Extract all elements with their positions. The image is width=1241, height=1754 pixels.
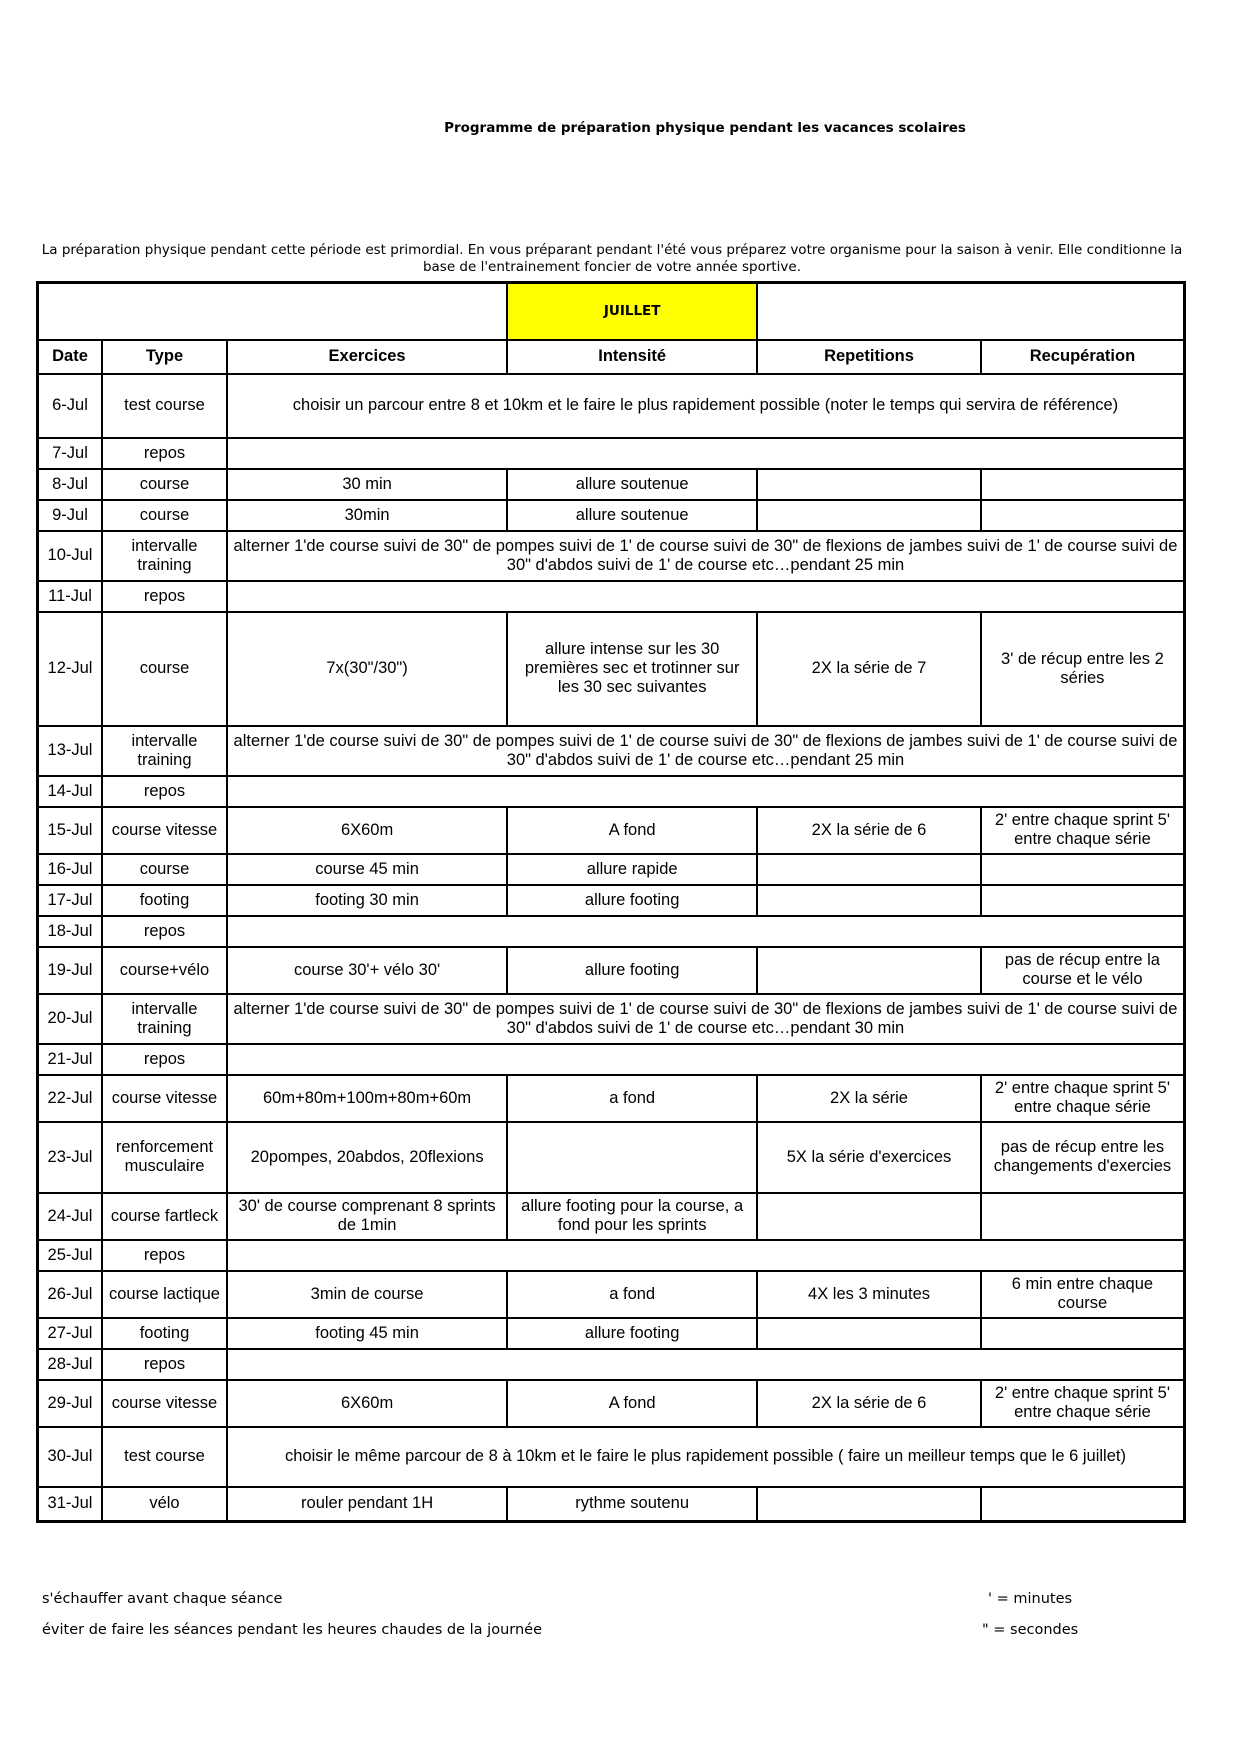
month-row bbox=[38, 283, 1185, 340]
cell-type: repos bbox=[102, 776, 227, 807]
cell-repetition bbox=[757, 500, 981, 531]
cell-date: 16-Jul bbox=[38, 854, 103, 885]
cell-intensite: A fond bbox=[507, 1380, 757, 1427]
table-row bbox=[38, 612, 1185, 726]
cell-merged-description bbox=[227, 1349, 1185, 1380]
cell-date: 15-Jul bbox=[38, 807, 103, 854]
cell-exercice: footing 30 min bbox=[227, 885, 507, 916]
cell-recuperation: pas de récup entre la course et le vélo bbox=[981, 947, 1185, 994]
cell-merged-description: choisir le même parcour de 8 à 10km et le faire le plus rapidement possible ( faire un meilleur temps que le 6 juillet) bbox=[227, 1427, 1185, 1487]
cell-type: vélo bbox=[102, 1487, 227, 1522]
cell-date: 11-Jul bbox=[38, 581, 103, 612]
cell-exercice: 30 min bbox=[227, 469, 507, 500]
cell-type: test course bbox=[102, 1427, 227, 1487]
cell-intensite: allure footing pour la course, a fond pour les sprints bbox=[507, 1193, 757, 1240]
cell-date: 10-Jul bbox=[38, 531, 103, 581]
cell-date: 29-Jul bbox=[38, 1380, 103, 1427]
cell-exercice: footing 45 min bbox=[227, 1318, 507, 1349]
cell-intensite bbox=[507, 1122, 757, 1193]
header-date: Date bbox=[38, 340, 103, 374]
cell-date: 17-Jul bbox=[38, 885, 103, 916]
cell-exercice: 7x(30"/30") bbox=[227, 612, 507, 726]
cell-date: 21-Jul bbox=[38, 1044, 103, 1075]
cell-repetition bbox=[757, 1193, 981, 1240]
cell-recuperation: 3' de récup entre les 2 séries bbox=[981, 612, 1185, 726]
cell-type: repos bbox=[102, 1349, 227, 1380]
cell-exercice: course 45 min bbox=[227, 854, 507, 885]
cell-exercice: rouler pendant 1H bbox=[227, 1487, 507, 1522]
cell-intensite: allure footing bbox=[507, 885, 757, 916]
header-intensite: Intensité bbox=[507, 340, 757, 374]
cell-intensite: a fond bbox=[507, 1271, 757, 1318]
table-row bbox=[38, 531, 1185, 581]
cell-type: repos bbox=[102, 1240, 227, 1271]
cell-type: repos bbox=[102, 581, 227, 612]
cell-intensite: A fond bbox=[507, 807, 757, 854]
cell-repetition: 5X la série d'exercices bbox=[757, 1122, 981, 1193]
cell-type: footing bbox=[102, 1318, 227, 1349]
cell-type: intervalle training bbox=[102, 994, 227, 1044]
cell-exercice: 30' de course comprenant 8 sprints de 1min bbox=[227, 1193, 507, 1240]
cell-intensite: allure footing bbox=[507, 947, 757, 994]
table-row bbox=[38, 1318, 1185, 1349]
cell-intensite: allure soutenue bbox=[507, 469, 757, 500]
cell-date: 30-Jul bbox=[38, 1427, 103, 1487]
table-row bbox=[38, 1271, 1185, 1318]
cell-type: course bbox=[102, 500, 227, 531]
cell-date: 19-Jul bbox=[38, 947, 103, 994]
header-type: Type bbox=[102, 340, 227, 374]
cell-date: 18-Jul bbox=[38, 916, 103, 947]
cell-recuperation: 6 min entre chaque course bbox=[981, 1271, 1185, 1318]
cell-type: course bbox=[102, 854, 227, 885]
cell-exercice: 20pompes, 20abdos, 20flexions bbox=[227, 1122, 507, 1193]
table-row bbox=[38, 1349, 1185, 1380]
legend-minutes: ' = minutes bbox=[988, 1591, 1073, 1607]
table-row bbox=[38, 1193, 1185, 1240]
cell-type: course+vélo bbox=[102, 947, 227, 994]
table-row bbox=[38, 500, 1185, 531]
cell-merged-description bbox=[227, 1044, 1185, 1075]
cell-recuperation bbox=[981, 1318, 1185, 1349]
cell-repetition bbox=[757, 885, 981, 916]
cell-repetition bbox=[757, 1318, 981, 1349]
footer-note-heat: éviter de faire les séances pendant les heures chaudes de la journée bbox=[42, 1622, 542, 1638]
table-row bbox=[38, 807, 1185, 854]
cell-type: footing bbox=[102, 885, 227, 916]
cell-type: repos bbox=[102, 438, 227, 469]
table-row bbox=[38, 776, 1185, 807]
cell-intensite: allure rapide bbox=[507, 854, 757, 885]
cell-repetition: 2X la série bbox=[757, 1075, 981, 1122]
cell-type: test course bbox=[102, 374, 227, 438]
cell-intensite: allure soutenue bbox=[507, 500, 757, 531]
cell-recuperation bbox=[981, 500, 1185, 531]
header-exercices: Exercices bbox=[227, 340, 507, 374]
table-row bbox=[38, 1380, 1185, 1427]
table-row bbox=[38, 916, 1185, 947]
cell-intensite: allure intense sur les 30 premières sec et trotinner sur les 30 sec suivantes bbox=[507, 612, 757, 726]
cell-date: 31-Jul bbox=[38, 1487, 103, 1522]
cell-recuperation: 2' entre chaque sprint 5' entre chaque série bbox=[981, 1075, 1185, 1122]
table-row bbox=[38, 994, 1185, 1044]
table-row bbox=[38, 374, 1185, 438]
training-table bbox=[36, 281, 1186, 1523]
cell-date: 25-Jul bbox=[38, 1240, 103, 1271]
table-row bbox=[38, 1075, 1185, 1122]
cell-type: repos bbox=[102, 1044, 227, 1075]
cell-type: course bbox=[102, 469, 227, 500]
cell-recuperation bbox=[981, 469, 1185, 500]
cell-date: 28-Jul bbox=[38, 1349, 103, 1380]
cell-type: course vitesse bbox=[102, 1075, 227, 1122]
cell-merged-description bbox=[227, 916, 1185, 947]
cell-type: intervalle training bbox=[102, 531, 227, 581]
cell-repetition bbox=[757, 469, 981, 500]
cell-type: course bbox=[102, 612, 227, 726]
cell-merged-description bbox=[227, 438, 1185, 469]
cell-exercice: 30min bbox=[227, 500, 507, 531]
cell-recuperation bbox=[981, 854, 1185, 885]
cell-exercice: 60m+80m+100m+80m+60m bbox=[227, 1075, 507, 1122]
cell-recuperation: 2' entre chaque sprint 5' entre chaque série bbox=[981, 1380, 1185, 1427]
table-row bbox=[38, 581, 1185, 612]
intro-paragraph: La préparation physique pendant cette période est primordial. En vous préparant pendant l'été vous préparez votre organisme pour la saison à venir. Elle conditionne la base de l'entrainement foncier de votre année sportive. bbox=[41, 242, 1183, 275]
cell-type: repos bbox=[102, 916, 227, 947]
header-recuperation: Recupération bbox=[981, 340, 1185, 374]
cell-exercice: 3min de course bbox=[227, 1271, 507, 1318]
cell-exercice: 6X60m bbox=[227, 1380, 507, 1427]
cell-date: 6-Jul bbox=[38, 374, 103, 438]
table-row bbox=[38, 1427, 1185, 1487]
cell-exercice: 6X60m bbox=[227, 807, 507, 854]
table-row bbox=[38, 885, 1185, 916]
cell-exercice: course 30'+ vélo 30' bbox=[227, 947, 507, 994]
cell-date: 13-Jul bbox=[38, 726, 103, 776]
cell-type: intervalle training bbox=[102, 726, 227, 776]
table-row bbox=[38, 1122, 1185, 1193]
header-repetitions: Repetitions bbox=[757, 340, 981, 374]
legend-seconds: " = secondes bbox=[982, 1622, 1079, 1638]
cell-date: 8-Jul bbox=[38, 469, 103, 500]
cell-recuperation: pas de récup entre les changements d'exercies bbox=[981, 1122, 1185, 1193]
cell-intensite: a fond bbox=[507, 1075, 757, 1122]
month-label: JUILLET bbox=[507, 283, 757, 340]
cell-recuperation bbox=[981, 885, 1185, 916]
cell-repetition: 2X la série de 7 bbox=[757, 612, 981, 726]
cell-repetition: 2X la série de 6 bbox=[757, 1380, 981, 1427]
cell-type: course vitesse bbox=[102, 807, 227, 854]
cell-date: 7-Jul bbox=[38, 438, 103, 469]
cell-merged-description bbox=[227, 581, 1185, 612]
cell-date: 9-Jul bbox=[38, 500, 103, 531]
cell-date: 27-Jul bbox=[38, 1318, 103, 1349]
table-row bbox=[38, 947, 1185, 994]
cell-merged-description: alterner 1'de course suivi de 30" de pompes suivi de 1' de course suivi de 30" de flexions de jambes suivi de 1' de course suivi de 30" d'abdos suivi de 1' de course etc…pendant 25 min bbox=[227, 531, 1185, 581]
cell-merged-description bbox=[227, 776, 1185, 807]
table-row bbox=[38, 438, 1185, 469]
cell-type: course vitesse bbox=[102, 1380, 227, 1427]
header-row bbox=[38, 340, 1185, 374]
cell-date: 26-Jul bbox=[38, 1271, 103, 1318]
cell-repetition bbox=[757, 947, 981, 994]
cell-type: renforcement musculaire bbox=[102, 1122, 227, 1193]
table-row bbox=[38, 726, 1185, 776]
cell-recuperation: 2' entre chaque sprint 5' entre chaque série bbox=[981, 807, 1185, 854]
table-row bbox=[38, 469, 1185, 500]
table-row bbox=[38, 1044, 1185, 1075]
cell-intensite: rythme soutenu bbox=[507, 1487, 757, 1522]
cell-date: 20-Jul bbox=[38, 994, 103, 1044]
footer-note-warmup: s'échauffer avant chaque séance bbox=[42, 1591, 283, 1607]
cell-date: 14-Jul bbox=[38, 776, 103, 807]
cell-merged-description: choisir un parcour entre 8 et 10km et le faire le plus rapidement possible (noter le temps qui servira de référence) bbox=[227, 374, 1185, 438]
cell-merged-description: alterner 1'de course suivi de 30" de pompes suivi de 1' de course suivi de 30" de flexions de jambes suivi de 1' de course suivi de 30" d'abdos suivi de 1' de course etc…pendant 30 min bbox=[227, 994, 1185, 1044]
table-row bbox=[38, 854, 1185, 885]
cell-type: course fartleck bbox=[102, 1193, 227, 1240]
cell-repetition: 4X les 3 minutes bbox=[757, 1271, 981, 1318]
cell-repetition bbox=[757, 1487, 981, 1522]
cell-repetition bbox=[757, 854, 981, 885]
cell-repetition: 2X la série de 6 bbox=[757, 807, 981, 854]
table-row bbox=[38, 1240, 1185, 1271]
cell-recuperation bbox=[981, 1487, 1185, 1522]
page-title: Programme de préparation physique pendant les vacances scolaires bbox=[444, 120, 966, 136]
cell-date: 24-Jul bbox=[38, 1193, 103, 1240]
table-row bbox=[38, 1487, 1185, 1522]
cell-type: course lactique bbox=[102, 1271, 227, 1318]
cell-merged-description: alterner 1'de course suivi de 30" de pompes suivi de 1' de course suivi de 30" de flexions de jambes suivi de 1' de course suivi de 30" d'abdos suivi de 1' de course etc…pendant 25 min bbox=[227, 726, 1185, 776]
cell-date: 23-Jul bbox=[38, 1122, 103, 1193]
cell-date: 12-Jul bbox=[38, 612, 103, 726]
cell-recuperation bbox=[981, 1193, 1185, 1240]
cell-date: 22-Jul bbox=[38, 1075, 103, 1122]
cell-intensite: allure footing bbox=[507, 1318, 757, 1349]
cell-merged-description bbox=[227, 1240, 1185, 1271]
